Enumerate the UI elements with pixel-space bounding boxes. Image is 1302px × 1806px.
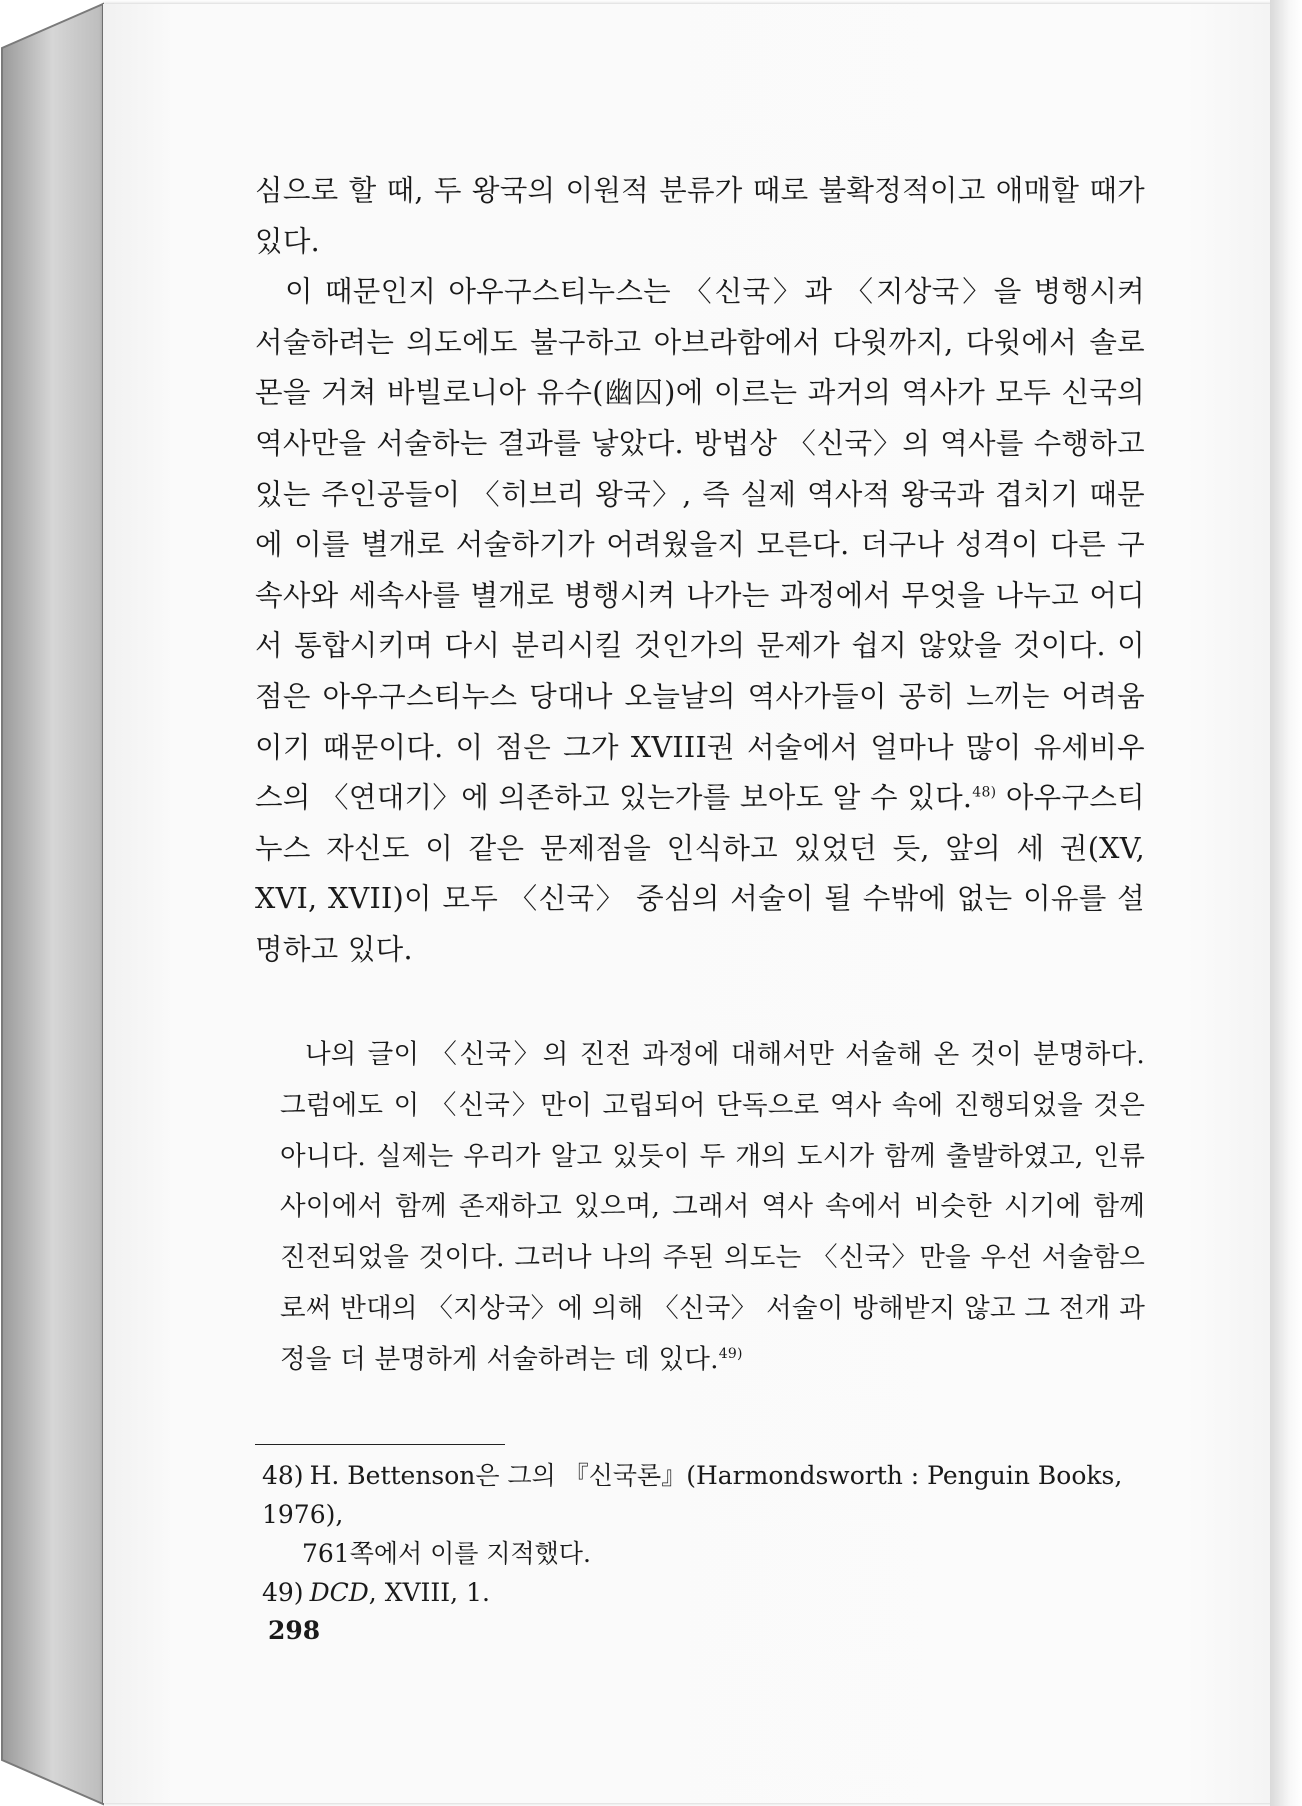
quote-paragraph — [280, 1030, 1145, 1386]
footnote-text: H. Bettenson은 그의 『신국론』(Harmondsworth : Penguin Books, 1976), — [262, 1461, 1123, 1529]
footnote-number: 48) — [262, 1461, 304, 1490]
paragraph-continued: 심으로 할 때, 두 왕국의 이원적 분류가 때로 불확정적이고 애매할 때가 있다. — [255, 174, 1145, 258]
footnote-text-cont: 761쪽에서 이를 지적했다. — [302, 1539, 591, 1568]
footnote-ref-48: 48) — [972, 784, 997, 801]
footnote-rule — [255, 1444, 505, 1445]
page-number: 298 — [268, 1616, 321, 1645]
footnote-number: 49) — [262, 1578, 304, 1607]
footnote-48 — [262, 1456, 1152, 1573]
paragraph-main — [255, 267, 1145, 975]
footnote-49 — [262, 1573, 1152, 1612]
block-quote — [280, 1030, 1145, 1386]
page-edge — [1270, 0, 1302, 1806]
quote-text: 나의 글이 〈신국〉의 진전 과정에 대해서만 서술해 온 것이 분명하다. 그럼에도 이 〈신국〉만이 고립되어 단독으로 역사 속에 진행되었을 것은 아니다. 실제는 우리가 알고 있듯이 두 개의 도시가 함께 출발하였고, 인류 사이에서 함께 존재하고 있으며, 그래서 역사 속에서 비슷한 시기에 함께 진전되었을 것이다. 그러나 나의 주된 의도는 〈신국〉만을 우선 서술함으로써 반대의 〈지상국〉에 의해 〈신국〉 서술이 방해받지 않고 그 전개 과정을 더 분명하게 서술하려는 데 있다. — [280, 1039, 1145, 1375]
paragraph-main-cont: 아우구스티누스 자신도 이 같은 문제점을 인식하고 있었던 듯, 앞의 세 권(XV, XVI, XVII)이 모두 〈신국〉 중심의 서술이 될 수밖에 없는 이유를 설명하고 있다. — [255, 781, 1146, 966]
footnote-text: , XVIII, 1. — [368, 1578, 490, 1607]
body-text — [255, 166, 1145, 976]
footnotes — [262, 1456, 1152, 1612]
footnote-ref-49: 49) — [718, 1345, 743, 1362]
footnote-source-abbrev: DCD — [309, 1578, 369, 1607]
paragraph-main-text: 이 때문인지 아우구스티누스는 〈신국〉과 〈지상국〉을 병행시켜 서술하려는 의도에도 불구하고 아브라함에서 다윗까지, 다윗에서 솔로몬을 거쳐 바빌로니아 유수(幽囚)에 이르는 과거의 역사가 모두 신국의 역사만을 서술하는 결과를 낳았다. 방법상 〈신국〉의 역사를 수행하고 있는 주인공들이 〈히브리 왕국〉, 즉 실제 역사적 왕국과 겹치기 때문에 이를 별개로 서술하기가 어려웠을지 모른다. 더구나 성격이 다른 구속사와 세속사를 별개로 병행시켜 나가는 과정에서 무엇을 나누고 어디서 통합시키며 다시 분리시킬 것인가의 문제가 쉽지 않았을 것이다. 이 점은 아우구스티누스 당대나 오늘날의 역사가들이 공히 느끼는 어려움이기 때문이다. 이 점은 그가 XVIII권 서술에서 얼마나 많이 유세비우스의 〈연대기〉에 의존하고 있는가를 보아도 알 수 있다. — [255, 275, 1145, 815]
